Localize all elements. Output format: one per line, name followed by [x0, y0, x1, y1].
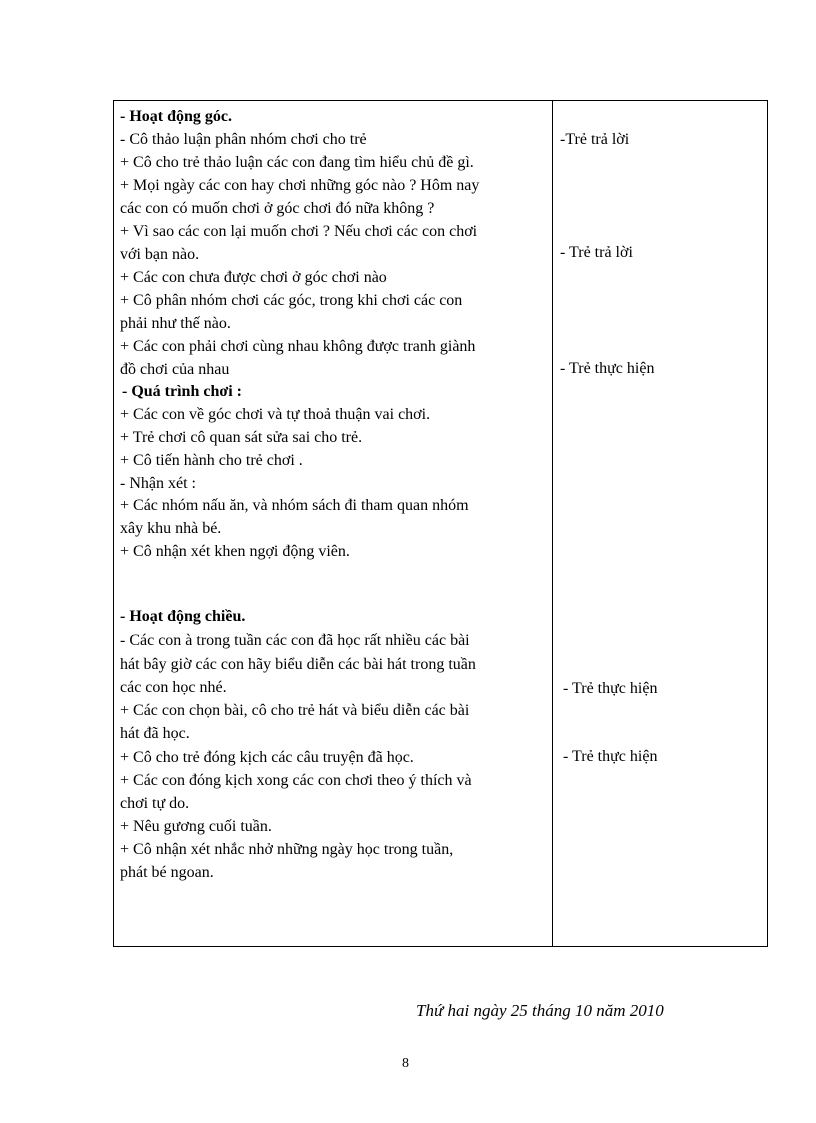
- activity-line: - Các con à trong tuần các con đã học rất nhiều các bài: [120, 632, 470, 649]
- activity-line: xây khu nhà bé.: [120, 520, 222, 537]
- child-response: - Trẻ thực hiện: [563, 680, 658, 697]
- activity-line: + Nêu gương cuối tuần.: [120, 818, 272, 835]
- child-response: - Trẻ thực hiện: [560, 360, 655, 377]
- activity-line: phát bé ngoan.: [120, 864, 214, 881]
- activity-line: + Cô tiến hành cho trẻ chơi .: [120, 452, 303, 469]
- activity-line: + Mọi ngày các con hay chơi những góc nào ? Hôm nay: [120, 177, 480, 194]
- page-number: 8: [402, 1056, 409, 1071]
- section-heading: - Hoạt động chiều.: [120, 608, 246, 625]
- activity-table: [113, 100, 768, 947]
- activity-line: đồ chơi của nhau: [120, 361, 230, 378]
- activity-line: hát bây giờ các con hãy biểu diễn các bài hát trong tuần: [120, 656, 476, 673]
- activity-line: hát đã học.: [120, 725, 190, 742]
- column-divider: [552, 101, 553, 946]
- activity-line: - Cô thảo luận phân nhóm chơi cho trẻ: [120, 131, 367, 148]
- activity-line: + Các con phải chơi cùng nhau không được tranh giành: [120, 338, 476, 355]
- activity-line: các con học nhé.: [120, 679, 227, 696]
- activity-line: phải như thế nào.: [120, 315, 231, 332]
- activity-line: với bạn nào.: [120, 246, 200, 263]
- activity-line: - Nhận xét :: [120, 475, 196, 492]
- activity-line: + Cô nhận xét khen ngợi động viên.: [120, 543, 350, 560]
- activity-line: + Các con về góc chơi và tự thoả thuận vai chơi.: [120, 406, 431, 423]
- activity-line: các con có muốn chơi ở góc chơi đó nữa không ?: [120, 200, 435, 217]
- activity-line: + Các con đóng kịch xong các con chơi theo ý thích và: [120, 772, 472, 789]
- child-response: - Trẻ trả lời: [560, 244, 633, 261]
- section-heading: - Quá trình chơi :: [122, 383, 242, 400]
- activity-line: + Trẻ chơi cô quan sát sửa sai cho trẻ.: [120, 429, 363, 446]
- child-response: - Trẻ thực hiện: [563, 748, 658, 765]
- activity-line: + Các nhóm nấu ăn, và nhóm sách đi tham quan nhóm: [120, 497, 469, 514]
- child-response: -Trẻ trả lời: [560, 131, 630, 148]
- activity-line: + Các con chọn bài, cô cho trẻ hát và biểu diễn các bài: [120, 702, 470, 719]
- section-heading: - Hoạt động góc.: [120, 108, 232, 125]
- activity-line: + Các con chưa được chơi ở góc chơi nào: [120, 269, 387, 286]
- document-date: Thứ hai ngày 25 tháng 10 năm 2010: [416, 1001, 664, 1020]
- activity-line: + Cô cho trẻ thảo luận các con đang tìm hiểu chủ đề gì.: [120, 154, 474, 171]
- activity-line: chơi tự do.: [120, 795, 190, 812]
- activity-line: + Vì sao các con lại muốn chơi ? Nếu chơi các con chơi: [120, 223, 478, 240]
- activity-line: + Cô phân nhóm chơi các góc, trong khi chơi các con: [120, 292, 463, 309]
- activity-line: + Cô nhận xét nhắc nhở những ngày học trong tuần,: [120, 841, 454, 858]
- activity-line: + Cô cho trẻ đóng kịch các câu truyện đã học.: [120, 749, 414, 766]
